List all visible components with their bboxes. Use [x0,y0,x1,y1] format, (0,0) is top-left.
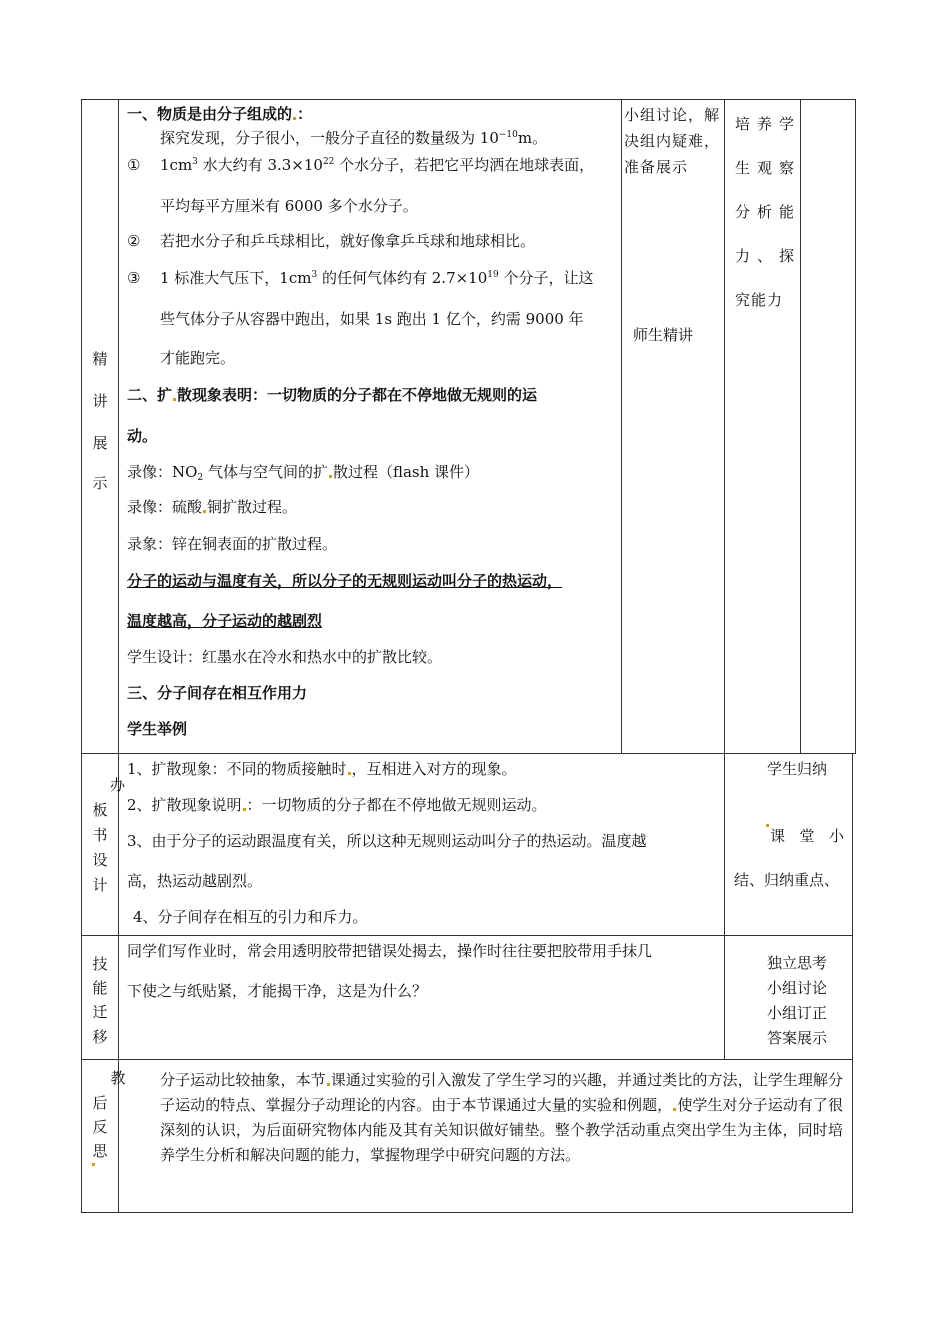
student-design: 学生设计：红墨水在冷水和热水中的扩散比较。 [127,648,443,666]
thermal-motion-cont: 温度越高，分子运动的越剧烈 [127,612,323,630]
table-divider [81,1059,853,1060]
table-border-right [855,99,856,753]
table-divider [81,935,853,936]
activity-step: 答案展示 [767,1029,828,1047]
label-char: 精 [92,350,108,368]
label-char: 板 [92,801,108,819]
table-border-left [81,99,82,1213]
student-examples: 学生举例 [127,720,188,738]
label-char: 反 [92,1118,108,1136]
heading-diffusion: 二、扩 散现象表明：一切物质的分子都在不停地做无规则的运 [127,386,538,404]
summary-text: 课堂小结、归纳重点、 [734,827,844,889]
heading-diffusion-cont: 动。 [127,427,158,445]
label-char: 书 [92,826,108,844]
label-char: 计 [92,876,108,894]
board-line-3: 3、由于分子的运动跟温度有关，所以这种无规则运动叫分子的热运动。温度越 [127,832,647,850]
table-divider [81,753,856,754]
label-char: 展 [92,434,108,452]
item1-text-cont: 平均每平方厘米有 6000 多个水分子。 [160,197,418,215]
item2-text: 若把水分子和乒乓球相比，就好像拿乒乓球和地球相比。 [160,232,536,250]
item3-text-cont: 些气体分子从容器中跑出，如果 1s 跑出 1 亿个，约需 9000 年 [160,310,584,328]
purpose-text: 培养学生观察分析能力、探究能力 [735,115,795,309]
edit-mark [293,117,296,120]
label-char: 讲 [92,392,108,410]
item3-text-cont: 才能跑完。 [160,349,236,367]
board-line-4: 4、分子间存在相互的引力和斥力。 [133,908,368,926]
table-divider [118,99,119,753]
edit-mark [243,808,246,811]
activity-step: 独立思考 [767,954,828,972]
label-char: 能 [92,979,108,997]
label-char: 设 [92,851,108,869]
reflection-text: 分子运动比较抽象，本节 课通过实验的引入激发了学生学习的兴趣，并通过类比的方法，让学生理解分子运动的特点、掌握分子动理论的内容。由于本节课通过大量的实验和例题， 使学生对分子运动有了很深刻的认识，为后面研究物体内能及其有关知识做好铺垫。整个教学活动重点突出学生为主体，同时培养学生分析和解决问题的能力，掌握物理学中研究问题的方法。 [160,1071,843,1164]
label-char: 教 [110,1069,126,1087]
label-char: 后 [92,1094,108,1112]
edit-mark [329,475,332,478]
heading-forces: 三、分子间存在相互作用力 [127,684,308,702]
item1-text: $1cm^3$ 水大约有 $3.3\times 10^{22}$ 个水分子，若把它平均洒在地球表面， [160,156,595,174]
table-divider [724,753,725,1059]
method-text: 小组讨论，解决组内疑难，准备展示 [624,106,721,176]
summary-label: 学生归纳 [767,760,828,778]
table-divider [118,753,119,1059]
label-char: 示 [92,474,108,492]
table-divider [621,99,622,753]
board-line-2: 2、扩散现象说明 ：一切物质的分子都在不停地做无规则运动。 [127,796,547,814]
table-border-right [852,753,853,1213]
stray-character: 办 [110,776,126,794]
edit-mark [173,398,176,401]
video-no2: 录像：$NO_2$ 气体与空气间的扩 散过程（flash 课件） [127,463,480,483]
table-divider [800,99,801,753]
thermal-motion: 分子的运动与温度有关，所以分子的无规则运动叫分子的热运动， [127,572,563,590]
edit-mark [673,1108,676,1111]
edit-mark [92,1163,95,1166]
method-text-teacher: 师生精讲 [633,326,694,344]
label-char: 迁 [92,1003,108,1021]
edit-mark [327,1083,330,1086]
item3-text: 1 标准大气压下，$1cm^3$ 的任何气体约有 $2.7\times 10^{19}$ 个分子，让这 [160,269,594,287]
explore-text: 探究发现，分子很小，一般分子直径的数量级为 $10^{-10}m$。 [160,129,548,147]
video-zinc: 录象：锌在铜表面的扩散过程。 [127,535,338,553]
activity-step: 小组讨论 [767,979,828,997]
table-border-bottom [81,1212,853,1213]
video-copper-sulfate: 录像：硫酸 铜扩散过程。 [127,498,298,516]
activity-step: 小组订正 [767,1004,828,1022]
edit-mark [348,772,351,775]
board-line-1: 1、扩散现象：不同的物质接触时 ，互相进入对方的现象。 [127,760,517,778]
transfer-question-cont: 下使之与纸贴紧，才能揭干净，这是为什么？ [127,982,428,1000]
table-divider [724,99,725,753]
label-char: 移 [92,1028,108,1046]
transfer-question: 同学们写作业时，常会用透明胶带把错误处揭去，操作时往往要把胶带用手抹几 [127,942,653,960]
label-char: 技 [92,955,108,973]
board-line-3-cont: 高，热运动越剧烈。 [127,872,263,890]
edit-mark [203,510,206,513]
table-border-top [81,99,856,100]
heading-molecules: 一、物质是由分子组成的 ： [127,105,313,123]
item-number: ② [127,232,141,250]
item-number: ③ [127,269,141,287]
label-char: 思 [92,1142,108,1160]
item-number: ① [127,156,141,174]
